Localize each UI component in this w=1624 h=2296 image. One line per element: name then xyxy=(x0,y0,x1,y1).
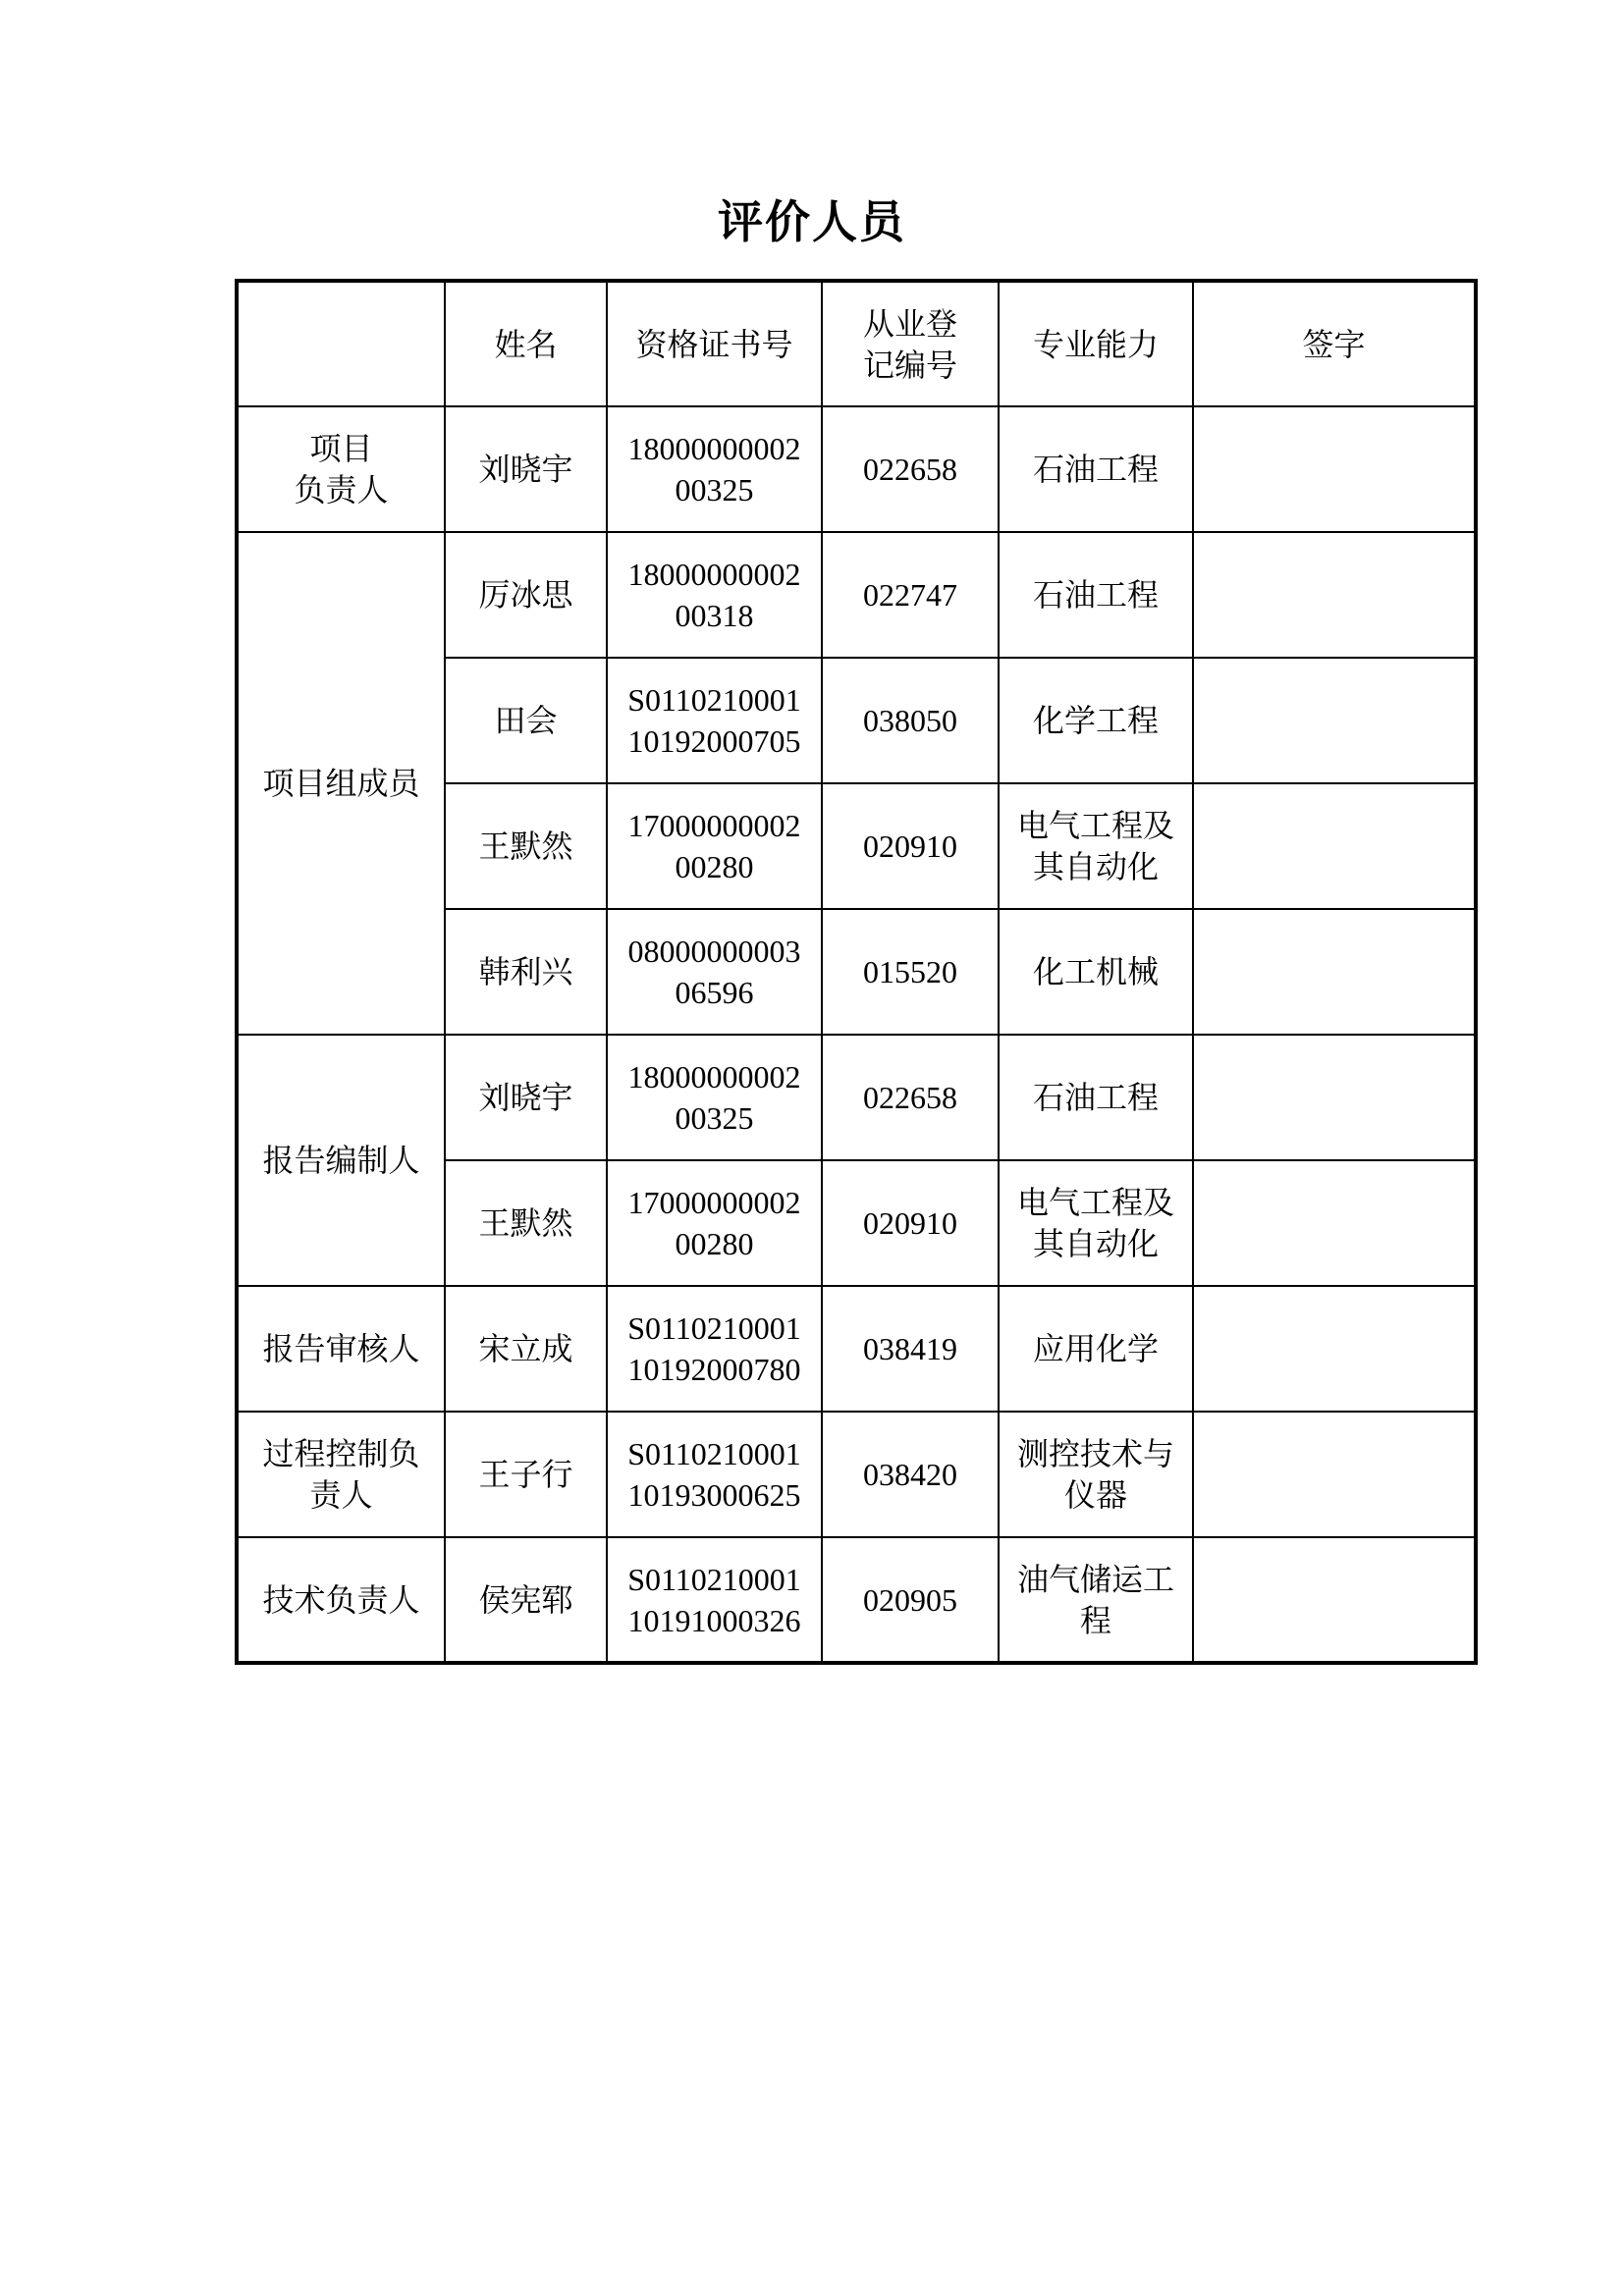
registration-cell: 020910 xyxy=(822,1160,999,1286)
certificate-line1: 18000000002 xyxy=(627,1059,801,1095)
role-line2: 责人 xyxy=(309,1476,373,1514)
certificate-cell xyxy=(607,1035,822,1160)
certificate-line1: 18000000002 xyxy=(627,557,801,592)
major-line1: 石油工程 xyxy=(1032,576,1159,614)
major-line1: 测控技术与 xyxy=(1016,1435,1174,1472)
signature-cell[interactable] xyxy=(1193,1412,1476,1537)
name-cell: 韩利兴 xyxy=(445,909,607,1035)
major-cell xyxy=(999,658,1193,783)
major-line1: 石油工程 xyxy=(1032,451,1159,488)
header-major: 专业能力 xyxy=(999,281,1193,406)
major-line1: 化学工程 xyxy=(1032,702,1159,739)
table-row xyxy=(237,1035,1476,1160)
page-title: 评价人员 xyxy=(718,195,906,248)
certificate-line2: 10191000326 xyxy=(627,1602,801,1638)
table-row xyxy=(237,406,1476,532)
certificate-cell xyxy=(607,532,822,658)
major-line2: 程 xyxy=(1079,1601,1111,1639)
major-cell xyxy=(999,1286,1193,1412)
certificate-cell xyxy=(607,909,822,1035)
role-line1: 报告审核人 xyxy=(262,1330,420,1367)
registration-cell: 038419 xyxy=(822,1286,999,1412)
signature-cell[interactable] xyxy=(1193,1537,1476,1663)
major-line2: 仪器 xyxy=(1063,1476,1127,1514)
role-cell xyxy=(237,1537,445,1663)
table-row xyxy=(237,1286,1476,1412)
table-row xyxy=(237,1537,1476,1663)
name-cell: 王默然 xyxy=(445,783,607,909)
certificate-line2: 00318 xyxy=(675,598,754,633)
signature-cell[interactable] xyxy=(1193,406,1476,532)
signature-cell[interactable] xyxy=(1193,1035,1476,1160)
certificate-cell xyxy=(607,406,822,532)
name-cell: 田会 xyxy=(445,658,607,783)
certificate-line2: 10193000625 xyxy=(627,1477,801,1513)
header-certificate: 资格证书号 xyxy=(607,281,822,406)
certificate-cell xyxy=(607,658,822,783)
role-cell xyxy=(237,532,445,1035)
certificate-line1: 17000000002 xyxy=(627,808,801,843)
role-line1: 报告编制人 xyxy=(262,1142,420,1179)
major-cell xyxy=(999,532,1193,658)
certificate-line1: 18000000002 xyxy=(627,431,801,466)
major-line1: 应用化学 xyxy=(1032,1330,1159,1367)
major-line1: 油气储运工 xyxy=(1016,1560,1174,1598)
major-cell xyxy=(999,1035,1193,1160)
registration-cell: 038050 xyxy=(822,658,999,783)
registration-cell: 020905 xyxy=(822,1537,999,1663)
signature-cell[interactable] xyxy=(1193,1160,1476,1286)
role-line1: 过程控制负 xyxy=(262,1435,420,1472)
signature-cell[interactable] xyxy=(1193,909,1476,1035)
certificate-line1: 17000000002 xyxy=(627,1185,801,1220)
table-row xyxy=(237,532,1476,658)
role-line1: 技术负责人 xyxy=(262,1580,420,1619)
name-cell: 刘晓宇 xyxy=(445,406,607,532)
major-line1: 电气工程及 xyxy=(1016,807,1174,844)
major-cell xyxy=(999,783,1193,909)
role-cell xyxy=(237,1412,445,1537)
name-cell: 王默然 xyxy=(445,1160,607,1286)
role-line2: 负责人 xyxy=(294,471,389,508)
registration-cell: 015520 xyxy=(822,909,999,1035)
role-line1: 项目组成员 xyxy=(262,765,420,802)
registration-cell: 022747 xyxy=(822,532,999,658)
header-registration xyxy=(822,281,999,406)
certificate-line2: 00280 xyxy=(675,849,754,884)
major-line1: 化工机械 xyxy=(1032,953,1159,990)
role-cell xyxy=(237,1035,445,1286)
registration-cell: 038420 xyxy=(822,1412,999,1537)
certificate-cell xyxy=(607,783,822,909)
signature-cell[interactable] xyxy=(1193,783,1476,909)
staff-table-body xyxy=(237,281,1476,1663)
name-cell: 侯宪郓 xyxy=(445,1537,607,1663)
certificate-line1: 08000000003 xyxy=(627,934,801,969)
role-cell xyxy=(237,1286,445,1412)
signature-cell[interactable] xyxy=(1193,532,1476,658)
major-cell xyxy=(999,909,1193,1035)
header-role xyxy=(237,281,445,406)
certificate-cell xyxy=(607,1412,822,1537)
header-registration-line1: 从业登 xyxy=(862,304,957,343)
certificate-line2: 10192000705 xyxy=(627,723,801,759)
certificate-line1: S0110210001 xyxy=(627,1561,801,1597)
name-cell: 刘晓宇 xyxy=(445,1035,607,1160)
certificate-line2: 00325 xyxy=(675,1100,754,1136)
certificate-cell xyxy=(607,1286,822,1412)
registration-cell: 022658 xyxy=(822,406,999,532)
header-signature: 签字 xyxy=(1193,281,1476,406)
signature-cell[interactable] xyxy=(1193,658,1476,783)
major-cell xyxy=(999,1160,1193,1286)
staff-table xyxy=(235,279,1478,1665)
certificate-line1: S0110210001 xyxy=(627,1310,801,1346)
name-cell: 厉冰思 xyxy=(445,532,607,658)
certificate-line2: 00280 xyxy=(675,1226,754,1261)
name-cell: 王子行 xyxy=(445,1412,607,1537)
table-row xyxy=(237,1412,1476,1537)
certificate-line2: 06596 xyxy=(675,975,754,1010)
registration-cell: 020910 xyxy=(822,783,999,909)
major-line1: 石油工程 xyxy=(1032,1079,1159,1116)
major-line2: 其自动化 xyxy=(1032,848,1159,885)
header-registration-line2: 记编号 xyxy=(862,346,957,384)
certificate-cell xyxy=(607,1160,822,1286)
signature-cell[interactable] xyxy=(1193,1286,1476,1412)
role-cell xyxy=(237,406,445,532)
certificate-line2: 10192000780 xyxy=(627,1352,801,1387)
major-line1: 电气工程及 xyxy=(1016,1184,1174,1221)
name-cell: 宋立成 xyxy=(445,1286,607,1412)
table-header-row xyxy=(237,281,1476,406)
registration-cell: 022658 xyxy=(822,1035,999,1160)
certificate-cell xyxy=(607,1537,822,1663)
certificate-line2: 00325 xyxy=(675,472,754,507)
major-cell xyxy=(999,1412,1193,1537)
major-cell xyxy=(999,406,1193,532)
role-line1: 项目 xyxy=(309,430,373,467)
header-name: 姓名 xyxy=(445,281,607,406)
certificate-line1: S0110210001 xyxy=(627,682,801,718)
major-cell xyxy=(999,1537,1193,1663)
certificate-line1: S0110210001 xyxy=(627,1436,801,1471)
major-line2: 其自动化 xyxy=(1032,1225,1159,1262)
